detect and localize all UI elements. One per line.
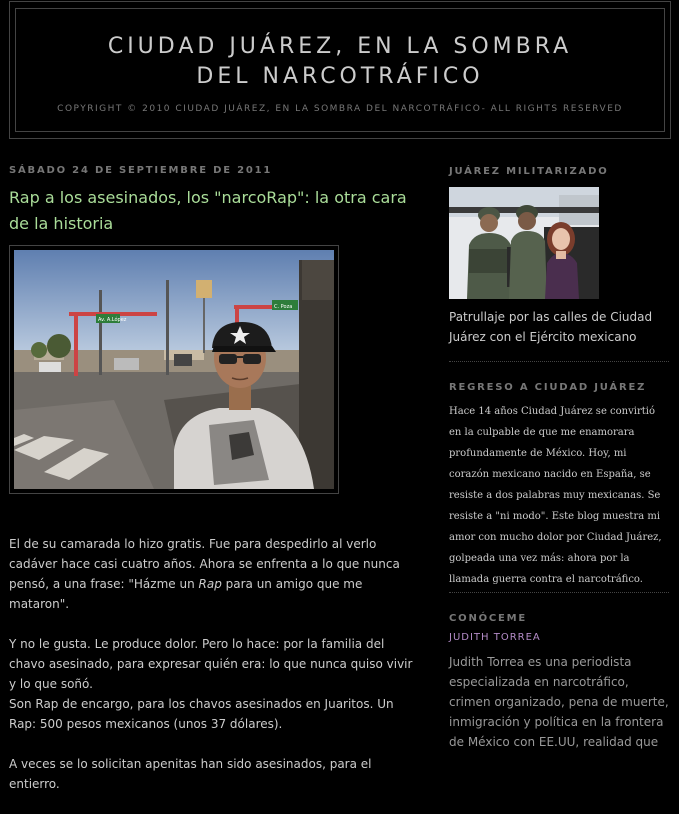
widget-regreso <box>449 362 669 593</box>
blog-description: Hace 14 años Ciudad Juárez se convirtió en la culpable de que me enamorara profundamente de México. Hoy, mi corazón mexicano nacido en España, se resiste a dos palabras muy mexicanas. Se resiste a "ni modo". Este blog muestra mi amor con mucho dolor por Ciudad Juárez, golpeada una vez más: ahora por la llamada guerra contra el narcotráfico. <box>449 406 662 585</box>
street-sign-left: Av. A.López <box>98 317 127 323</box>
copyright-notice: COPYRIGHT © 2010 CIUDAD JUÁREZ, EN LA SOMBRA DEL NARCOTRÁFICO- ALL RIGHTS RESERVED <box>57 104 623 114</box>
post-paragraph-2: Y no le gusta. Le produce dolor. Pero lo hace: por la familia del chavo asesinado, para expresar quién era: lo que nunca quiso vivir y lo que soñó. <box>9 637 413 691</box>
rap-emphasis: Rap <box>198 577 222 591</box>
author-bio: Judith Torrea es una periodista especializada en narcotráfico, crimen organizado, pena de muerte, inmigración y política en la frontera de México con EE.UU, realidad que <box>449 655 669 749</box>
widget-conoceme <box>449 593 669 752</box>
post-date: SÁBADO 24 DE SEPTIEMBRE DE 2011 <box>9 165 273 176</box>
widget-title-conoceme: CONÓCEME <box>449 613 528 624</box>
widget-title-regreso: REGRESO A CIUDAD JUÁREZ <box>449 382 647 393</box>
author-name-link[interactable]: JUDITH TORREA <box>449 632 541 643</box>
post-paragraph-4: A veces se lo solicitan apenitas han sido asesinados, para el entierro. <box>9 757 372 791</box>
post-photo-frame <box>9 245 339 494</box>
blog-header-inner <box>15 8 665 132</box>
soldiers-photo[interactable] <box>449 187 599 299</box>
post-body <box>9 534 419 794</box>
post-title-link[interactable]: Rap a los asesinados, los "narcoRap": la otra cara de la historia <box>9 188 407 233</box>
sidebar <box>449 160 669 752</box>
street-sign-right: C. Poza <box>274 304 293 310</box>
soldiers-photo-caption: Patrullaje por las calles de Ciudad Juárez con el Ejército mexicano <box>449 310 653 344</box>
post-paragraph-1: El de su camarada lo hizo gratis. Fue para despedirlo al verlo cadáver hace casi cuatro años. Ahora se enfrenta a lo que nunca pensó, a una frase: "Házme un Rap para un amigo que me mataron". <box>9 537 400 611</box>
main-column <box>9 160 419 814</box>
widget-title-militarizado: JUÁREZ MILITARIZADO <box>449 166 609 177</box>
rapper-street-photo <box>14 250 334 489</box>
blog-title[interactable]: CIUDAD JUÁREZ, EN LA SOMBRA DEL NARCOTRÁFICO <box>107 34 573 89</box>
blog-header <box>9 1 671 139</box>
post-photo[interactable] <box>14 250 334 489</box>
soldiers-journalist-image <box>449 187 599 299</box>
widget-juarez-militarizado <box>449 160 669 362</box>
post-paragraph-3: Son Rap de encargo, para los chavos asesinados en Juaritos. Un Rap: 500 pesos mexicanos (unos 37 dólares). <box>9 697 394 731</box>
